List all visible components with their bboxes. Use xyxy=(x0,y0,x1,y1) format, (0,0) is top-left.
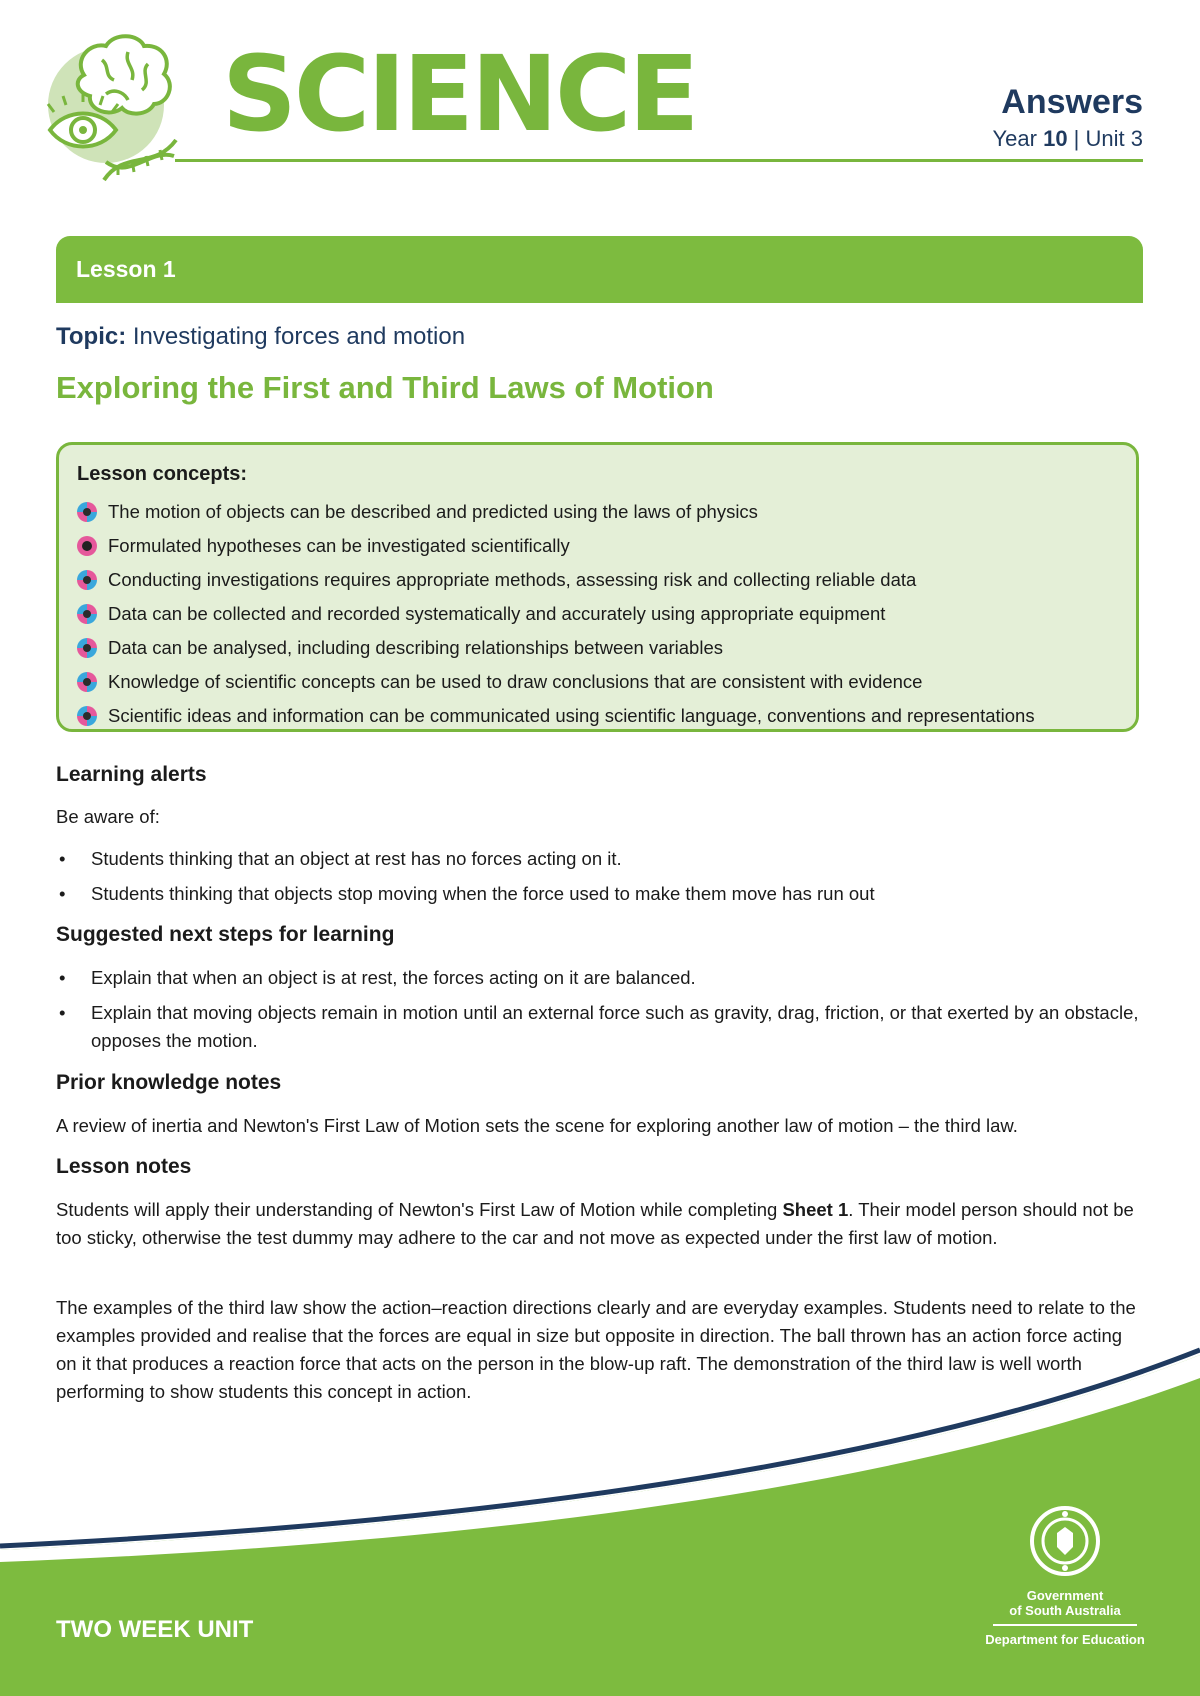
department-name: Department for Education xyxy=(985,1632,1145,1647)
list-item: • Explain that when an object is at rest, the forces acting on it are balanced. xyxy=(56,964,1146,992)
concept-item xyxy=(77,563,1035,597)
concept-item xyxy=(77,495,1035,529)
notes-text: . Their model person should not be too sticky, otherwise the test dummy may adhere to the car and not move as expected under the first law of motion. xyxy=(56,1199,1134,1248)
concept-badge-icon xyxy=(77,672,97,692)
topic-text: Investigating forces and motion xyxy=(126,323,466,350)
year-unit-label xyxy=(993,126,1144,152)
sheet-reference: Sheet 1 xyxy=(782,1199,849,1220)
concept-badge-icon xyxy=(77,706,97,726)
doc-type-title: Answers xyxy=(1001,83,1143,121)
next-steps-heading: Suggested next steps for learning xyxy=(56,923,395,946)
government-name xyxy=(985,1588,1145,1618)
footer-unit-label: TWO WEEK UNIT xyxy=(56,1616,254,1643)
concept-badge-icon xyxy=(77,570,97,590)
lesson-label: Lesson 1 xyxy=(76,256,176,282)
concept-item xyxy=(77,699,1035,733)
lesson-notes-heading: Lesson notes xyxy=(56,1155,192,1178)
concept-text: The motion of objects can be described and predicted using the laws of physics xyxy=(108,501,758,522)
year-unit-separator: | xyxy=(1067,126,1086,151)
concept-badge-icon xyxy=(77,604,97,624)
list-item: • Students thinking that objects stop moving when the force used to make them move has run out xyxy=(56,880,1146,908)
lesson-concepts-box xyxy=(56,442,1139,732)
prior-knowledge-heading: Prior knowledge notes xyxy=(56,1071,282,1094)
concept-text: Knowledge of scientific concepts can be used to draw conclusions that are consistent with evidence xyxy=(108,671,923,692)
topic-line xyxy=(56,323,465,351)
concept-item xyxy=(77,597,1035,631)
concept-item xyxy=(77,665,1035,699)
header-divider xyxy=(175,159,1143,162)
lesson-notes-paragraph-2: The examples of the third law show the action–reaction directions clearly and are everyday examples. Students need to relate to the examples provided and realise that the forces are equal in size but opposite in direction. The ball thrown has an action force acting on it that produces a reaction force that acts on the person in the blow-up raft. The demonstration of the third law is well worth performing to show students this concept in action. xyxy=(56,1297,1136,1402)
list-item: • Students thinking that an object at rest has no forces acting on it. xyxy=(56,845,1146,873)
concept-text: Data can be analysed, including describing relationships between variables xyxy=(108,637,723,658)
concept-text: Formulated hypotheses can be investigated scientifically xyxy=(108,535,570,556)
government-logo xyxy=(985,1505,1145,1647)
lesson-notes-paragraph-1 xyxy=(56,1196,1146,1252)
prior-knowledge-text: A review of inertia and Newton's First Law of Motion sets the scene for exploring another law of motion – the third law. xyxy=(56,1115,1018,1136)
hypothesis-badge-icon xyxy=(77,536,97,556)
brand-wordmark: SCIENCE xyxy=(222,33,697,155)
learning-alerts-intro: Be aware of: xyxy=(56,806,160,827)
list-item: • Explain that moving objects remain in motion until an external force such as gravity, drag, friction, or that exerted by an obstacle, opposes the motion. xyxy=(56,999,1146,1055)
concepts-heading: Lesson concepts: xyxy=(77,463,248,485)
learning-alerts-heading: Learning alerts xyxy=(56,763,207,786)
lesson-banner xyxy=(56,236,1143,303)
topic-prefix: Topic: xyxy=(56,323,127,350)
concept-text: Data can be collected and recorded systematically and accurately using appropriate equipment xyxy=(108,603,886,624)
lesson-title: Exploring the First and Third Laws of Motion xyxy=(56,370,714,405)
concept-text: Scientific ideas and information can be communicated using scientific language, conventions and representations xyxy=(108,705,1035,726)
concepts-list xyxy=(77,495,1035,733)
notes-text: Students will apply their understanding of Newton's First Law of Motion while completing xyxy=(56,1199,783,1220)
government-line-1: Government xyxy=(1026,1588,1104,1603)
concept-item xyxy=(77,631,1035,665)
science-logo-icon xyxy=(44,30,194,185)
concept-item xyxy=(77,529,1035,563)
concept-badge-icon xyxy=(77,638,97,658)
year-value: 10 xyxy=(1043,126,1068,151)
government-line-2: of South Australia xyxy=(1009,1603,1121,1618)
year-label: Year xyxy=(992,126,1037,151)
unit-label: Unit 3 xyxy=(1085,126,1143,151)
government-crest-icon xyxy=(1029,1505,1101,1577)
next-steps-list xyxy=(56,964,1146,1062)
government-divider xyxy=(993,1624,1137,1626)
concept-badge-icon xyxy=(77,502,97,522)
concept-text: Conducting investigations requires appropriate methods, assessing risk and collecting reliable data xyxy=(108,569,917,590)
learning-alerts-list xyxy=(56,845,1146,915)
